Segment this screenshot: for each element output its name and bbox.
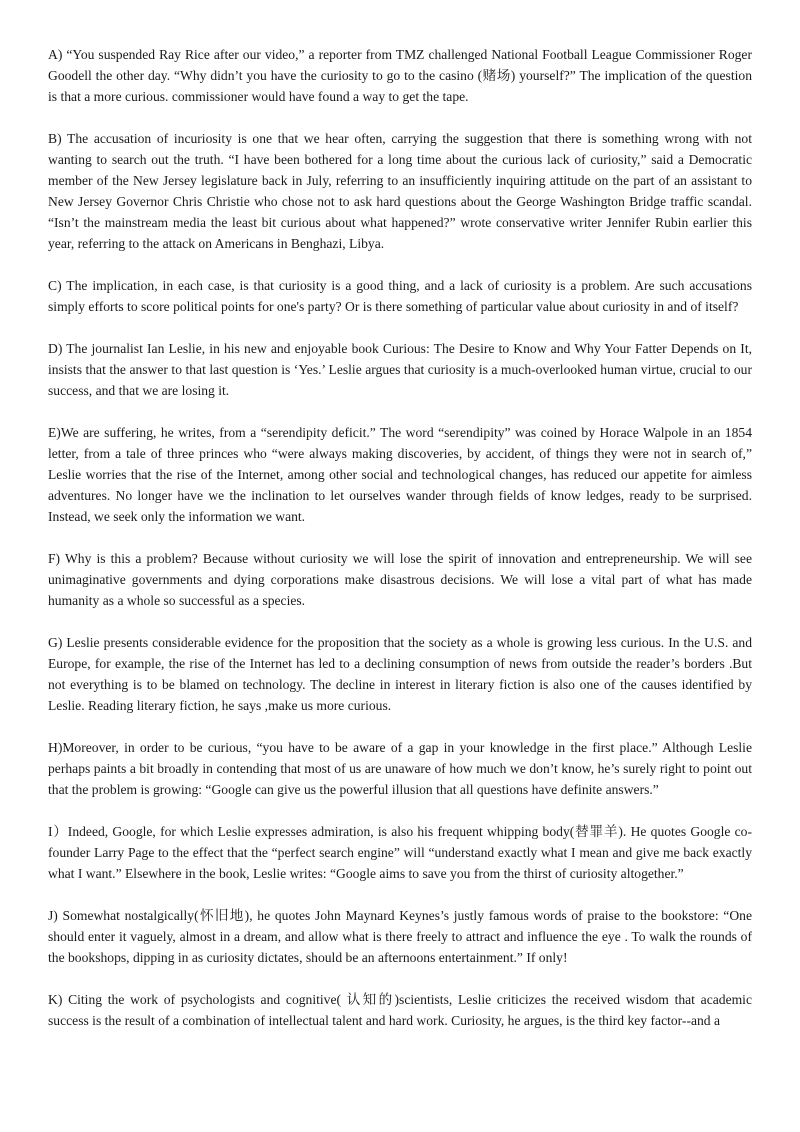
paragraph-i: I）Indeed, Google, for which Leslie expresses admiration, is also his frequent whipping body(替罪羊). He quotes Google co-founder Larry Page to the effect that the “perfect search engine” will “understand exactly what I mean and give me back exactly what I want.” Elsewhere in the book, Leslie writes: “Google aims to save you from the thirst of curiosity altogether.” xyxy=(48,824,752,881)
paragraph-d: D) The journalist Ian Leslie, in his new and enjoyable book Curious: The Desire to Know and Why Your Fatter Depends on It, insists that the answer to that last question is ‘Yes.’ Leslie argues that curiosity is a much-overlooked human virtue, crucial to our success, and that we are losing it. xyxy=(48,341,752,398)
paragraph-c: C) The implication, in each case, is that curiosity is a good thing, and a lack of curiosity is a problem. Are such accusations simply efforts to score political points for one's party? Or is there something of particular value about curiosity in and of itself? xyxy=(48,278,752,314)
document-page xyxy=(48,44,752,1052)
paragraph-j: J) Somewhat nostalgically(怀旧地), he quotes John Maynard Keynes’s justly famous words of praise to the bookstore: “One should enter it vaguely, almost in a dream, and allow what is there freely to attract and influence the eye . To walk the rounds of the bookshops, dipping in as curiosity dictates, should be an afternoons entertainment.” If only! xyxy=(48,908,752,965)
paragraph-e: E)We are suffering, he writes, from a “serendipity deficit.” The word “serendipity” was coined by Horace Walpole in an 1854 letter, from a tale of three princes who “were always making discoveries, by accident, of things they were not in search of,” Leslie worries that the rise of the Internet, among other social and technological changes, has reduced our appetite for aimless adventures. No longer have we the inclination to let ourselves wander through fields of know ledges, ready to be surprised. Instead, we seek only the information we want. xyxy=(48,425,752,524)
paragraph-g: G) Leslie presents considerable evidence for the proposition that the society as a whole is growing less curious. In the U.S. and Europe, for example, the rise of the Internet has led to a declining consumption of news from outside the reader’s borders .But not everything is to be blamed on technology. The decline in interest in literary fiction is also one of the causes identified by Leslie. Reading literary fiction, he says ,make us more curious. xyxy=(48,635,752,713)
paragraph-k: K) Citing the work of psychologists and cognitive( 认知的)scientists, Leslie criticizes the received wisdom that academic success is the result of a combination of intellectual talent and hard work. Curiosity, he argues, is the third key factor--and a xyxy=(48,992,752,1028)
paragraph-b: B) The accusation of incuriosity is one that we hear often, carrying the suggestion that there is something wrong with not wanting to search out the truth. “I have been bothered for a long time about the curious lack of curiosity,” said a Democratic member of the New Jersey legislature back in July, referring to an insufficiently inquiring attitude on the part of an assistant to New Jersey Governor Chris Christie who chose not to ask hard questions about the George Washington Bridge traffic scandal. “Isn’t the mainstream media the least bit curious about what happened?” wrote conservative writer Jennifer Rubin earlier this year, referring to the attack on Americans in Benghazi, Libya. xyxy=(48,131,752,251)
paragraph-h: H)Moreover, in order to be curious, “you have to be aware of a gap in your knowledge in the first place.” Although Leslie perhaps paints a bit broadly in contending that most of us are unaware of how much we don’t know, he’s surely right to point out that the problem is growing: “Google can give us the powerful illusion that all questions have definite answers.” xyxy=(48,740,752,797)
paragraph-a: A) “You suspended Ray Rice after our video,” a reporter from TMZ challenged National Football League Commissioner Roger Goodell the other day. “Why didn’t you have the curiosity to go to the casino (赌场) yourself?” The implication of the question is that a more curious. commissioner would have found a way to get the tape. xyxy=(48,47,752,104)
paragraph-f: F) Why is this a problem? Because without curiosity we will lose the spirit of innovation and entrepreneurship. We will see unimaginative governments and dying corporations make disastrous decisions. We will lose a vital part of what has made humanity as a whole so successful as a species. xyxy=(48,551,752,608)
